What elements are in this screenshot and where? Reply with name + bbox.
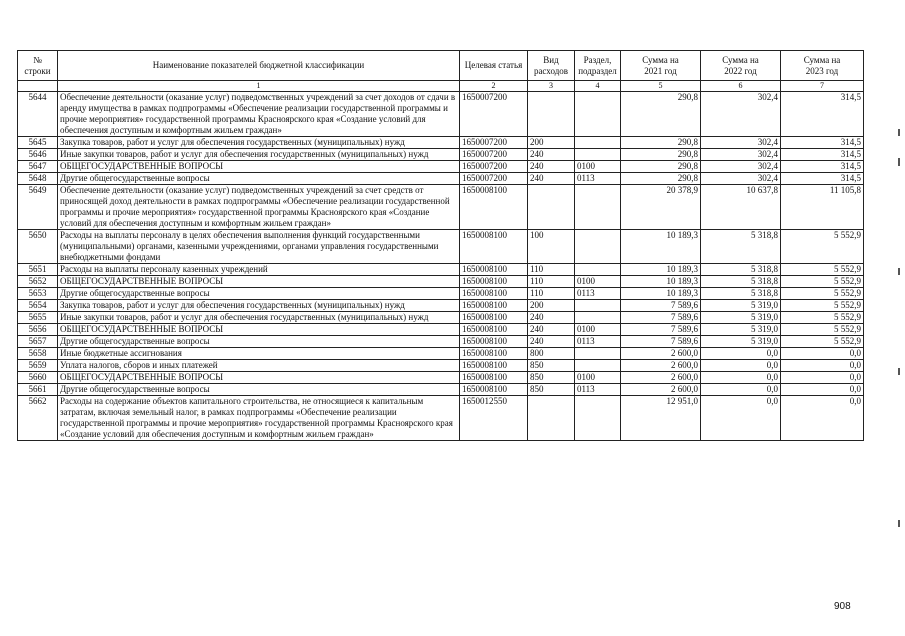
sum-2021-cell: 2 600,0 xyxy=(621,348,701,360)
scan-edge-mark xyxy=(898,520,900,527)
table-row xyxy=(18,161,864,173)
scan-edge-mark xyxy=(898,268,900,275)
indicator-name-cell: ОБЩЕГОСУДАРСТВЕННЫЕ ВОПРОСЫ xyxy=(58,372,460,384)
column-number: 3 xyxy=(528,81,575,92)
expense-type-cell: 110 xyxy=(528,288,575,300)
expense-type-cell: 800 xyxy=(528,348,575,360)
expense-type-cell: 850 xyxy=(528,384,575,396)
indicator-name-cell: Другие общегосударственные вопросы xyxy=(58,173,460,185)
expense-type-cell: 240 xyxy=(528,149,575,161)
row-number-cell: 5647 xyxy=(18,161,58,173)
row-number-cell: 5652 xyxy=(18,276,58,288)
section-cell xyxy=(575,396,621,441)
target-article-cell: 1650008100 xyxy=(460,276,528,288)
sum-2022-cell: 0,0 xyxy=(701,348,781,360)
table-body xyxy=(18,92,864,441)
sum-2021-cell: 12 951,0 xyxy=(621,396,701,441)
sum-2022-cell: 302,4 xyxy=(701,161,781,173)
sum-2022-cell: 0,0 xyxy=(701,384,781,396)
sum-2022-cell: 5 319,0 xyxy=(701,300,781,312)
header-sum-2021 xyxy=(621,51,701,81)
target-article-cell: 1650008100 xyxy=(460,384,528,396)
table-row xyxy=(18,92,864,137)
target-article-cell: 1650012550 xyxy=(460,396,528,441)
table-row xyxy=(18,336,864,348)
sum-2022-cell: 302,4 xyxy=(701,92,781,137)
table-row xyxy=(18,137,864,149)
sum-2022-cell: 0,0 xyxy=(701,396,781,441)
target-article-cell: 1650008100 xyxy=(460,360,528,372)
sum-2022-cell: 5 318,8 xyxy=(701,264,781,276)
table-row xyxy=(18,173,864,185)
section-cell xyxy=(575,92,621,137)
section-cell xyxy=(575,185,621,230)
sum-2021-cell: 10 189,3 xyxy=(621,264,701,276)
sum-2021-cell: 20 378,9 xyxy=(621,185,701,230)
sum-2021-cell: 10 189,3 xyxy=(621,276,701,288)
target-article-cell: 1650008100 xyxy=(460,336,528,348)
sum-2023-cell: 5 552,9 xyxy=(781,324,864,336)
sum-2021-cell: 2 600,0 xyxy=(621,372,701,384)
section-cell xyxy=(575,149,621,161)
expense-type-cell: 110 xyxy=(528,264,575,276)
expense-type-cell: 240 xyxy=(528,173,575,185)
row-number-cell: 5648 xyxy=(18,173,58,185)
section-cell xyxy=(575,264,621,276)
table-row xyxy=(18,276,864,288)
section-cell xyxy=(575,348,621,360)
sum-2022-cell: 302,4 xyxy=(701,137,781,149)
sum-2022-cell: 5 318,8 xyxy=(701,276,781,288)
target-article-cell: 1650007200 xyxy=(460,173,528,185)
scan-edge-mark xyxy=(898,368,900,375)
section-cell: 0100 xyxy=(575,324,621,336)
sum-2023-cell: 314,5 xyxy=(781,161,864,173)
column-number-row xyxy=(18,81,864,92)
header-sum-2022 xyxy=(701,51,781,81)
section-cell xyxy=(575,230,621,264)
budget-table xyxy=(17,50,864,441)
sum-2023-cell: 0,0 xyxy=(781,396,864,441)
scan-edge-mark xyxy=(898,158,900,166)
sum-2023-cell: 314,5 xyxy=(781,137,864,149)
row-number-cell: 5656 xyxy=(18,324,58,336)
sum-2022-cell: 5 318,8 xyxy=(701,230,781,264)
target-article-cell: 1650008100 xyxy=(460,300,528,312)
target-article-cell: 1650008100 xyxy=(460,185,528,230)
sum-2023-cell: 314,5 xyxy=(781,173,864,185)
table-row xyxy=(18,264,864,276)
sum-2023-cell: 314,5 xyxy=(781,92,864,137)
row-number-cell: 5659 xyxy=(18,360,58,372)
expense-type-cell: 200 xyxy=(528,137,575,149)
sum-2021-cell: 2 600,0 xyxy=(621,360,701,372)
expense-type-cell: 850 xyxy=(528,372,575,384)
table-row xyxy=(18,288,864,300)
column-number: 5 xyxy=(621,81,701,92)
sum-2023-cell: 5 552,9 xyxy=(781,300,864,312)
indicator-name-cell: Обеспечение деятельности (оказание услуг) подведомственных учреждений за счет средств от приносящей доход деятельности в рамках подпрограммы «Обеспечение реализации государственной программы и прочие мероприятия» государственной программы Красноярского края «Создание условий для обеспечения доступным и комфортным жильем граждан» xyxy=(58,185,460,230)
indicator-name-cell: Расходы на содержание объектов капитального строительства, не относящиеся к капитальным затратам, включая земельный налог, в рамках подпрограммы «Обеспечение реализации государственной программы и прочие мероприятия» государственной программы Красноярского края «Создание условий для обеспечения доступным и комфортным жильем граждан» xyxy=(58,396,460,441)
section-label: Раздел, подраздел xyxy=(578,54,617,76)
indicator-name-cell: Уплата налогов, сборов и иных платежей xyxy=(58,360,460,372)
row-number-cell: 5655 xyxy=(18,312,58,324)
sum-2021-cell: 10 189,3 xyxy=(621,230,701,264)
table-row xyxy=(18,396,864,441)
sum-2022-cell: 10 637,8 xyxy=(701,185,781,230)
row-number-cell: 5651 xyxy=(18,264,58,276)
expense-type-cell: 200 xyxy=(528,300,575,312)
indicator-name-cell: Иные закупки товаров, работ и услуг для обеспечения государственных (муниципальных) нужд xyxy=(58,312,460,324)
section-cell xyxy=(575,360,621,372)
section-cell: 0113 xyxy=(575,384,621,396)
column-number xyxy=(18,81,58,92)
sum-2022-cell: 0,0 xyxy=(701,360,781,372)
sum-2021-cell: 7 589,6 xyxy=(621,312,701,324)
target-article-cell: 1650008100 xyxy=(460,348,528,360)
sum-2021-cell: 7 589,6 xyxy=(621,300,701,312)
indicator-name-cell: ОБЩЕГОСУДАРСТВЕННЫЕ ВОПРОСЫ xyxy=(58,276,460,288)
sum-2021-cell: 290,8 xyxy=(621,149,701,161)
expense-type-cell: 850 xyxy=(528,360,575,372)
row-number-cell: 5644 xyxy=(18,92,58,137)
table-row xyxy=(18,360,864,372)
header-row xyxy=(18,51,864,81)
table-row xyxy=(18,149,864,161)
sum-2022-cell: 0,0 xyxy=(701,372,781,384)
target-article-cell: 1650008100 xyxy=(460,312,528,324)
target-article-cell: 1650008100 xyxy=(460,372,528,384)
page-number: 908 xyxy=(834,601,851,612)
sum-2022-cell: 302,4 xyxy=(701,173,781,185)
row-number-cell: 5662 xyxy=(18,396,58,441)
target-article-cell: 1650008100 xyxy=(460,264,528,276)
sum-2023-cell: 11 105,8 xyxy=(781,185,864,230)
expense-type-cell xyxy=(528,185,575,230)
target-article-cell: 1650007200 xyxy=(460,137,528,149)
expense-type-label: Вид расходов xyxy=(533,54,569,76)
sum-2023-cell: 5 552,9 xyxy=(781,264,864,276)
header-section xyxy=(575,51,621,81)
expense-type-cell: 240 xyxy=(528,336,575,348)
indicator-name-cell: ОБЩЕГОСУДАРСТВЕННЫЕ ВОПРОСЫ xyxy=(58,324,460,336)
row-number-cell: 5646 xyxy=(18,149,58,161)
column-number: 7 xyxy=(781,81,864,92)
section-cell: 0113 xyxy=(575,288,621,300)
sum-2023-label: Сумма на 2023 год xyxy=(803,54,841,76)
column-number: 1 xyxy=(58,81,460,92)
sum-2021-cell: 2 600,0 xyxy=(621,384,701,396)
expense-type-cell: 100 xyxy=(528,230,575,264)
sum-2021-cell: 290,8 xyxy=(621,137,701,149)
table-row xyxy=(18,300,864,312)
row-number-cell: 5658 xyxy=(18,348,58,360)
expense-type-cell: 240 xyxy=(528,324,575,336)
indicator-name-cell: Расходы на выплаты персоналу в целях обеспечения выполнения функций государственными (муниципальными) органами, казенными учреждениями, органами управления государственными внебюджетными фондами xyxy=(58,230,460,264)
expense-type-cell: 240 xyxy=(528,161,575,173)
row-no-label: № строки xyxy=(24,54,51,76)
indicator-name-cell: Закупка товаров, работ и услуг для обеспечения государственных (муниципальных) нужд xyxy=(58,300,460,312)
table-row xyxy=(18,348,864,360)
indicator-name-cell: ОБЩЕГОСУДАРСТВЕННЫЕ ВОПРОСЫ xyxy=(58,161,460,173)
row-number-cell: 5645 xyxy=(18,137,58,149)
row-number-cell: 5657 xyxy=(18,336,58,348)
indicator-name-cell: Закупка товаров, работ и услуг для обеспечения государственных (муниципальных) нужд xyxy=(58,137,460,149)
sum-2023-cell: 5 552,9 xyxy=(781,336,864,348)
section-cell xyxy=(575,300,621,312)
sum-2023-cell: 0,0 xyxy=(781,360,864,372)
indicator-name-cell: Иные бюджетные ассигнования xyxy=(58,348,460,360)
header-target-article: Целевая статья xyxy=(460,51,528,81)
row-number-cell: 5654 xyxy=(18,300,58,312)
sum-2023-cell: 0,0 xyxy=(781,372,864,384)
section-cell xyxy=(575,312,621,324)
sum-2022-cell: 5 319,0 xyxy=(701,312,781,324)
sum-2023-cell: 5 552,9 xyxy=(781,276,864,288)
expense-type-cell xyxy=(528,92,575,137)
header-sum-2023 xyxy=(781,51,864,81)
target-article-cell: 1650007200 xyxy=(460,92,528,137)
sum-2023-cell: 5 552,9 xyxy=(781,312,864,324)
target-article-cell: 1650007200 xyxy=(460,149,528,161)
sum-2023-cell: 314,5 xyxy=(781,149,864,161)
row-number-cell: 5660 xyxy=(18,372,58,384)
expense-type-cell: 240 xyxy=(528,312,575,324)
sum-2023-cell: 0,0 xyxy=(781,348,864,360)
sum-2021-cell: 290,8 xyxy=(621,173,701,185)
table-row xyxy=(18,324,864,336)
section-cell: 0100 xyxy=(575,372,621,384)
section-cell: 0113 xyxy=(575,336,621,348)
section-cell: 0100 xyxy=(575,276,621,288)
header-expense-type xyxy=(528,51,575,81)
sum-2021-cell: 290,8 xyxy=(621,161,701,173)
sum-2021-cell: 7 589,6 xyxy=(621,324,701,336)
table-row xyxy=(18,384,864,396)
sum-2023-cell: 5 552,9 xyxy=(781,230,864,264)
target-article-cell: 1650007200 xyxy=(460,161,528,173)
sum-2022-cell: 5 319,0 xyxy=(701,324,781,336)
column-number: 4 xyxy=(575,81,621,92)
table-row xyxy=(18,372,864,384)
sum-2022-label: Сумма на 2022 год xyxy=(722,54,759,76)
sum-2022-cell: 5 319,0 xyxy=(701,336,781,348)
row-number-cell: 5661 xyxy=(18,384,58,396)
sum-2023-cell: 5 552,9 xyxy=(781,288,864,300)
indicator-name-cell: Другие общегосударственные вопросы xyxy=(58,336,460,348)
indicator-name-cell: Обеспечение деятельности (оказание услуг) подведомственных учреждений за счет доходов от сдачи в аренду имущества в рамках подпрограммы «Обеспечение реализации государственной программы и прочие мероприятия» государственной программы Красноярского края «Создание условий для обеспечения доступным и комфортным жильем граждан» xyxy=(58,92,460,137)
sum-2021-cell: 290,8 xyxy=(621,92,701,137)
target-article-cell: 1650008100 xyxy=(460,230,528,264)
sum-2021-cell: 10 189,3 xyxy=(621,288,701,300)
table-row xyxy=(18,230,864,264)
expense-type-cell: 110 xyxy=(528,276,575,288)
scan-edge-mark xyxy=(898,129,900,136)
row-number-cell: 5649 xyxy=(18,185,58,230)
table-row xyxy=(18,185,864,230)
header-row-number xyxy=(18,51,58,81)
section-cell: 0113 xyxy=(575,173,621,185)
row-number-cell: 5653 xyxy=(18,288,58,300)
header-indicator-name: Наименование показателей бюджетной классификации xyxy=(58,51,460,81)
sum-2022-cell: 5 318,8 xyxy=(701,288,781,300)
indicator-name-cell: Другие общегосударственные вопросы xyxy=(58,288,460,300)
indicator-name-cell: Расходы на выплаты персоналу казенных учреждений xyxy=(58,264,460,276)
sum-2022-cell: 302,4 xyxy=(701,149,781,161)
expense-type-cell xyxy=(528,396,575,441)
indicator-name-cell: Другие общегосударственные вопросы xyxy=(58,384,460,396)
indicator-name-cell: Иные закупки товаров, работ и услуг для обеспечения государственных (муниципальных) нужд xyxy=(58,149,460,161)
section-cell xyxy=(575,137,621,149)
sum-2021-label: Сумма на 2021 год xyxy=(642,54,679,76)
section-cell: 0100 xyxy=(575,161,621,173)
row-number-cell: 5650 xyxy=(18,230,58,264)
sum-2021-cell: 7 589,6 xyxy=(621,336,701,348)
sum-2023-cell: 0,0 xyxy=(781,384,864,396)
column-number: 6 xyxy=(701,81,781,92)
target-article-cell: 1650008100 xyxy=(460,288,528,300)
target-article-cell: 1650008100 xyxy=(460,324,528,336)
column-number: 2 xyxy=(460,81,528,92)
table-row xyxy=(18,312,864,324)
